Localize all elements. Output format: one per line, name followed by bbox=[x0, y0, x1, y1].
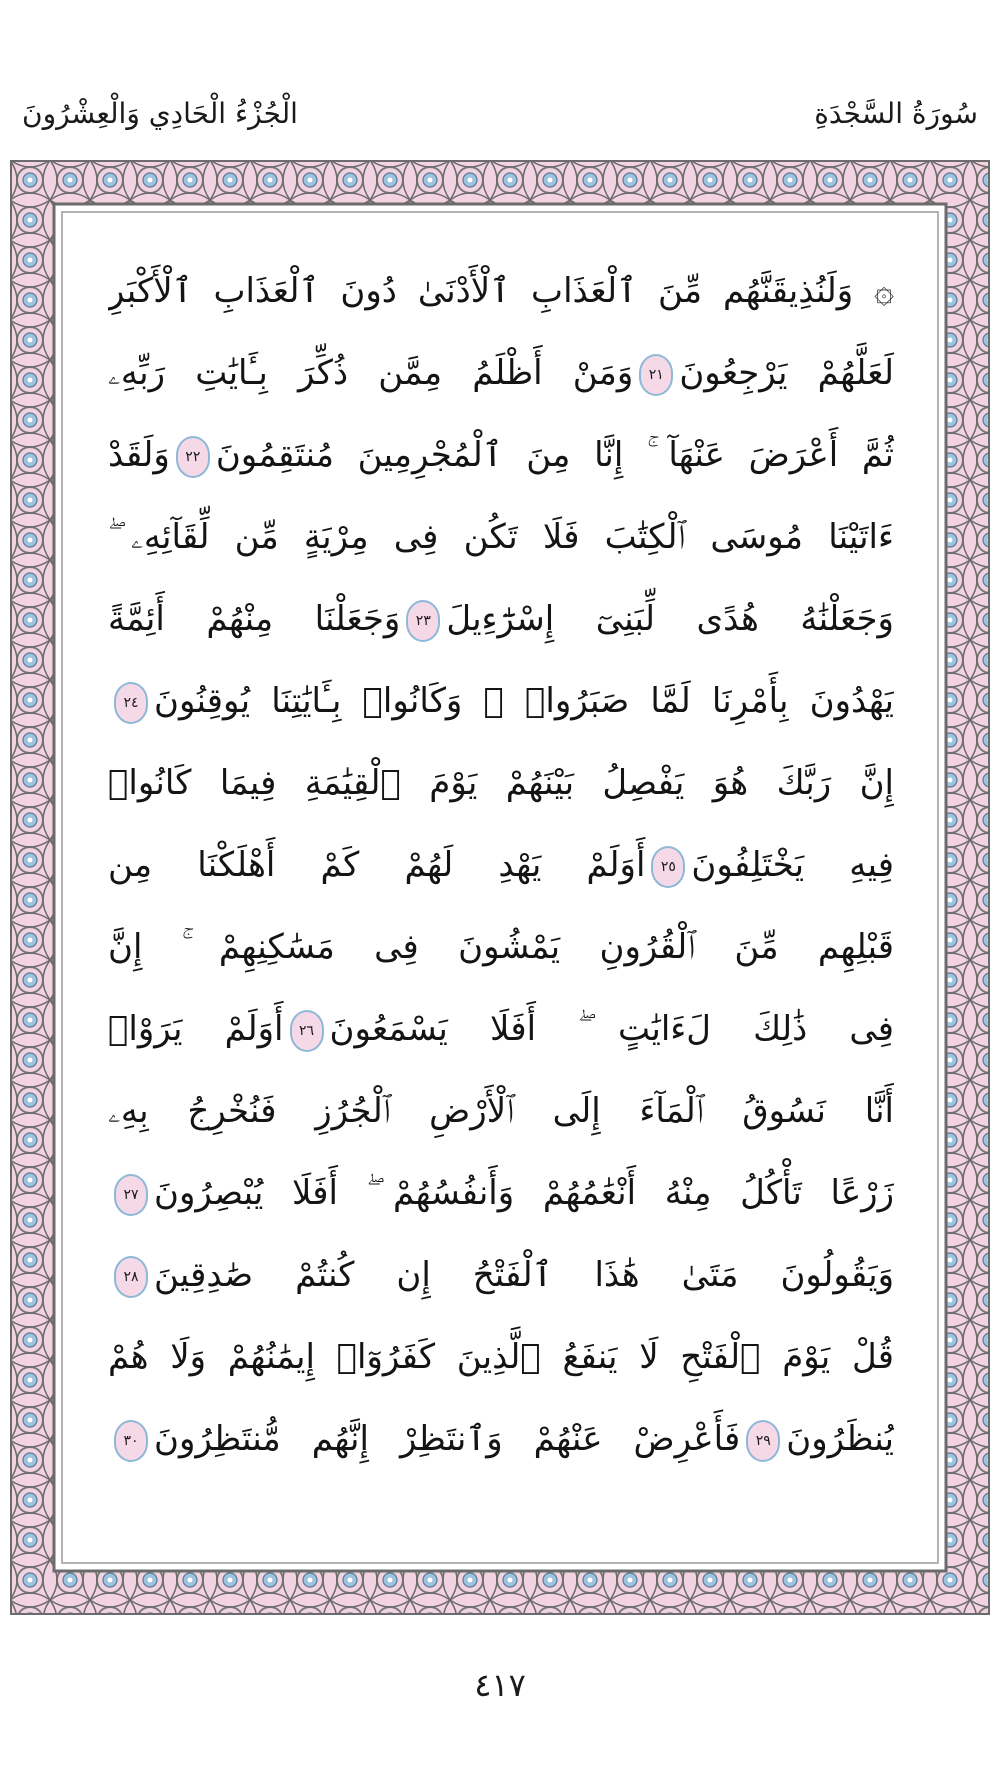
ayah-marker: ٢٧ bbox=[114, 1174, 148, 1216]
text-line-3: ثُمَّ أَعْرَضَ عَنْهَآ ۚ إِنَّا مِنَ ٱلْمُجْرِمِينَ مُنتَقِمُونَ٢٢وَلَقَدْ bbox=[108, 414, 894, 496]
ayah-marker: ٢٥ bbox=[651, 846, 685, 888]
text-line-7: إِنَّ رَبَّكَ هُوَ يَفْصِلُ بَيْنَهُمْ يَوْمَ ٱلْقِيَٰمَةِ فِيمَا كَانُوا۟ bbox=[108, 763, 894, 803]
surah-title: سُورَةُ السَّجْدَةِ bbox=[814, 97, 978, 130]
text-line-8: فِيهِ يَخْتَلِفُونَ٢٥أَوَلَمْ يَهْدِ لَهُمْ كَمْ أَهْلَكْنَا مِن bbox=[108, 824, 894, 906]
ayah-marker: ٢٦ bbox=[290, 1010, 324, 1052]
text-line-14: قُلْ يَوْمَ ٱلْفَتْحِ لَا يَنفَعُ ٱلَّذِينَ كَفَرُوٓا۟ إِيمَٰنُهُمْ وَلَا هُمْ bbox=[108, 1337, 894, 1377]
quran-text-block bbox=[108, 250, 894, 1560]
ayah-marker: ٢٤ bbox=[114, 682, 148, 724]
ayah-marker: ٢٣ bbox=[406, 600, 440, 642]
text-line-10: فِى ذَٰلِكَ لَءَايَٰتٍ ۖ أَفَلَا يَسْمَعُونَ٢٦أَوَلَمْ يَرَوْا۟ bbox=[108, 988, 894, 1070]
text-line-1: ۞ وَلَنُذِيقَنَّهُم مِّنَ ٱلْعَذَابِ ٱلْأَدْنَىٰ دُونَ ٱلْعَذَابِ ٱلْأَكْبَرِ bbox=[108, 271, 894, 311]
text-line-12: زَرْعًا تَأْكُلُ مِنْهُ أَنْعَٰمُهُمْ وَأَنفُسُهُمْ ۖ أَفَلَا يُبْصِرُونَ٢٧ bbox=[108, 1152, 894, 1234]
ayah-marker: ٣٠ bbox=[114, 1420, 148, 1462]
ayah-marker: ٢١ bbox=[639, 354, 673, 396]
text-line-2: لَعَلَّهُمْ يَرْجِعُونَ٢١وَمَنْ أَظْلَمُ مِمَّن ذُكِّرَ بِـَٔايَٰتِ رَبِّهِۦ bbox=[108, 332, 894, 414]
text-line-6: يَهْدُونَ بِأَمْرِنَا لَمَّا صَبَرُوا۟ ۖ وَكَانُوا۟ بِـَٔايَٰتِنَا يُوقِنُونَ٢٤ bbox=[108, 660, 894, 742]
juz-title: الْجُزْءُ الْحَادِي وَالْعِشْرُونَ bbox=[22, 97, 298, 130]
page-header bbox=[0, 92, 1000, 152]
text-line-15: يُنظَرُونَ٢٩فَأَعْرِضْ عَنْهُمْ وَٱنتَظِرْ إِنَّهُم مُّنتَظِرُونَ٣٠ bbox=[108, 1398, 894, 1480]
ayah-marker: ٢٩ bbox=[746, 1420, 780, 1462]
text-line-13: وَيَقُولُونَ مَتَىٰ هَٰذَا ٱلْفَتْحُ إِن كُنتُمْ صَٰدِقِينَ٢٨ bbox=[108, 1234, 894, 1316]
text-line-5: وَجَعَلْنَٰهُ هُدًى لِّبَنِىٓ إِسْرَٰٓءِيلَ٢٣وَجَعَلْنَا مِنْهُمْ أَئِمَّةً bbox=[108, 578, 894, 660]
text-line-9: قَبْلِهِم مِّنَ ٱلْقُرُونِ يَمْشُونَ فِى مَسَٰكِنِهِمْ ۚ إِنَّ bbox=[108, 927, 894, 967]
text-line-11: أَنَّا نَسُوقُ ٱلْمَآءَ إِلَى ٱلْأَرْضِ ٱلْجُرُزِ فَنُخْرِجُ بِهِۦ bbox=[108, 1091, 894, 1131]
page-number: ٤١٧ bbox=[474, 1666, 526, 1704]
text-line-4: ءَاتَيْنَا مُوسَى ٱلْكِتَٰبَ فَلَا تَكُن فِى مِرْيَةٍ مِّن لِّقَآئِهِۦ ۖ bbox=[108, 517, 894, 557]
ayah-marker: ٢٢ bbox=[176, 436, 210, 478]
ayah-marker: ٢٨ bbox=[114, 1256, 148, 1298]
